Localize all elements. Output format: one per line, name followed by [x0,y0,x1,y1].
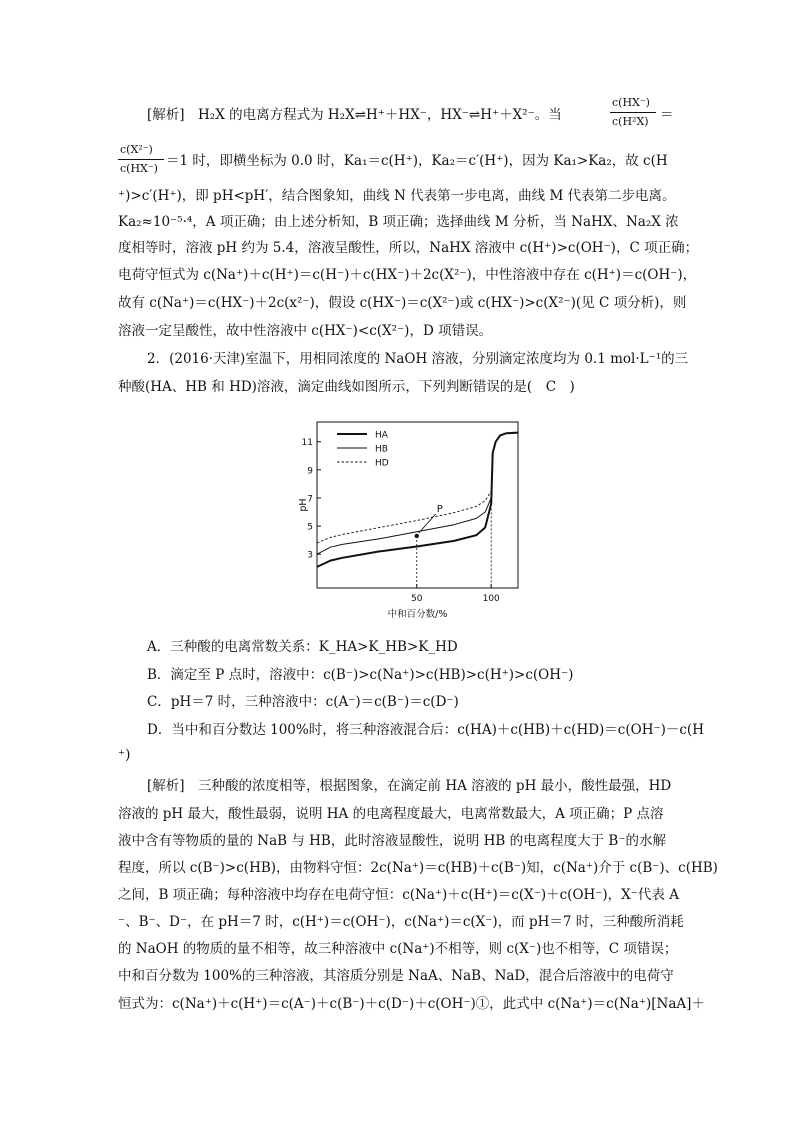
analysis2-line-1: [解析] 三种酸的浓度相等，根据图象，在滴定前 HA 溶液的 pH 最小，酸性最强，HD [147,778,672,794]
y-tick-label: 11 [301,438,313,449]
analysis1-line-7: 故有 c(Na⁺)＝c(HX⁻)＋2c(x²⁻)，假设 c(HX⁻)＝c(X²⁻)或 c(HX⁻)>c(X²⁻)(见 C 项分析)，则 [118,295,687,311]
question-line-2: 种酸(HA、HB 和 HD)溶液，滴定曲线如图所示，下列判断错误的是( C ) [118,379,575,395]
option-d-letter: D． [147,722,172,738]
analysis2-line-4: 程度，所以 c(B⁻)>c(HB)，由物料守恒：2c(Na⁺)＝c(HB)＋c(B⁻)知，c(Na⁺)介于 c(B⁻)、c(HB) [118,860,718,876]
option-c-letter: C． [147,694,171,710]
analysis2-line-6: ⁻、B⁻、D⁻，在 pH＝7 时，c(H⁺)＝c(OH⁻)，c(Na⁺)＝c(X⁻)，而 pH＝7 时，三种酸所消耗 [118,914,684,930]
question-line-1: 2．(2016·天津)室温下，用相同浓度的 NaOH 溶液，分别滴定浓度均为 0.1 mol·L⁻¹的三 [147,351,689,367]
point-p-marker [415,534,419,538]
option-a-letter: A． [147,639,171,655]
titration-chart [290,415,530,630]
frac2-denominator: c(HX⁻) [120,162,158,175]
frac1-denominator: c(H²X) [612,115,649,128]
legend-label-ha: HA [375,430,388,441]
option-d [147,721,704,739]
analysis1-line-6: 电荷守恒式为 c(Na⁺)＋c(H⁺)＝c(H⁻)＋c(HX⁻)＋2c(X²⁻)，中性溶液中存在 c(H⁺)＝c(OH⁻)， [118,267,697,283]
frac1-numerator: c(HX⁻) [612,96,650,109]
analysis1-line-5: 度相等时，溶液 pH 约为 5.4，溶液呈酸性，所以，NaHX 溶液中 c(H⁺)>c(OH⁻)，C 项正确； [118,240,699,256]
analysis1-line-8: 溶液一定呈酸性，故中性溶液中 c(HX⁻)<c(X²⁻)，D 项错误。 [118,323,493,339]
analysis1-line-2: ＝1 时，即横坐标为 0.0 时，Ka₁＝c(H⁺)，Ka₂＝c′(H⁺)，因为 Ka₁>Ka₂，故 c(H [166,153,668,169]
option-a-text: 三种酸的电离常数关系：K_HA>K_HB>K_HD [170,639,458,655]
analysis2-line-8: 中和百分数为 100%的三种溶液，其溶质分别是 NaA、NaB、NaD，混合后溶液中的电荷守 [118,968,674,984]
option-d-text: 当中和百分数达 100%时，将三种溶液混合后：c(HA)＋c(HB)＋c(HD)＝c(OH⁻)－c(H [171,722,704,738]
option-d-continued [118,746,678,764]
analysis2-line-7: 的 NaOH 的物质的量不相等，故三种溶液中 c(Na⁺)不相等，则 c(X⁻)也不相等，C 项错误； [118,941,678,957]
series-line-hd [317,491,491,543]
series-line-ha [317,430,518,567]
frac2-numerator: c(X²⁻) [120,143,153,156]
option-d-cont-text: ⁺) [118,747,131,763]
legend-label-hd: HD [375,458,389,469]
option-b [147,666,573,684]
option-c-text: pH＝7 时，三种溶液中：c(A⁻)＝c(B⁻)＝c(D⁻) [170,694,459,710]
x-axis-label: 中和百分数/% [387,609,448,620]
analysis1-line-4: Ka₂≈10⁻⁵·⁴，A 项正确；由上述分析知，B 项正确；选择曲线 M 分析，当 NaHX、Na₂X 浓 [118,214,679,230]
y-tick-label: 7 [307,494,313,505]
option-a [147,638,458,656]
option-b-letter: B． [147,667,171,683]
x-tick-label: 50 [411,594,423,604]
frac2-bar [118,159,164,160]
option-b-text: 滴定至 P 点时，溶液中：c(B⁻)>c(Na⁺)>c(HB)>c(H⁺)>c(OH⁻) [170,667,574,683]
y-tick-label: 5 [307,522,313,533]
y-tick-label: 3 [307,550,313,561]
y-tick-label: 9 [307,466,313,477]
analysis2-line-2: 溶液的 pH 最大，酸性最弱，说明 HA 的电离程度最大，电离常数最大，A 项正确；P 点溶 [118,806,664,822]
frac1-equals: ＝ [660,107,674,123]
analysis1-line-1: [解析] H₂X 的电离方程式为 H₂X⇌H⁺＋HX⁻，HX⁻⇌H⁺＋X²⁻。当 [147,107,562,123]
analysis2-line-5: 之间，B 项正确；每种溶液中均存在电荷守恒：c(Na⁺)＋c(H⁺)＝c(X⁻)＋c(OH⁻)，X⁻代表 A [118,887,679,903]
option-c [147,693,459,711]
analysis2-line-9: 恒式为：c(Na⁺)＋c(H⁺)＝c(A⁻)＋c(B⁻)＋c(D⁻)＋c(OH⁻)①，此式中 c(Na⁺)＝c(Na⁺)[NaA]＋ [118,996,705,1012]
x-tick-label: 100 [482,594,500,604]
legend-label-hb: HB [375,444,388,455]
point-p-label: P [436,503,443,515]
analysis2-line-3: 液中含有等物质的量的 NaB 与 HB，此时溶液显酸性，说明 HB 的电离程度大于 B⁻的水解 [118,833,666,849]
y-axis-label: pH [298,498,309,512]
series-line-hb [317,498,491,554]
analysis1-line-3: ⁺)>c′(H⁺)，即 pH<pH′，结合图象知，曲线 N 代表第一步电离，曲线 M 代表第二步电离。 [118,188,676,204]
frac1-bar [610,112,656,113]
